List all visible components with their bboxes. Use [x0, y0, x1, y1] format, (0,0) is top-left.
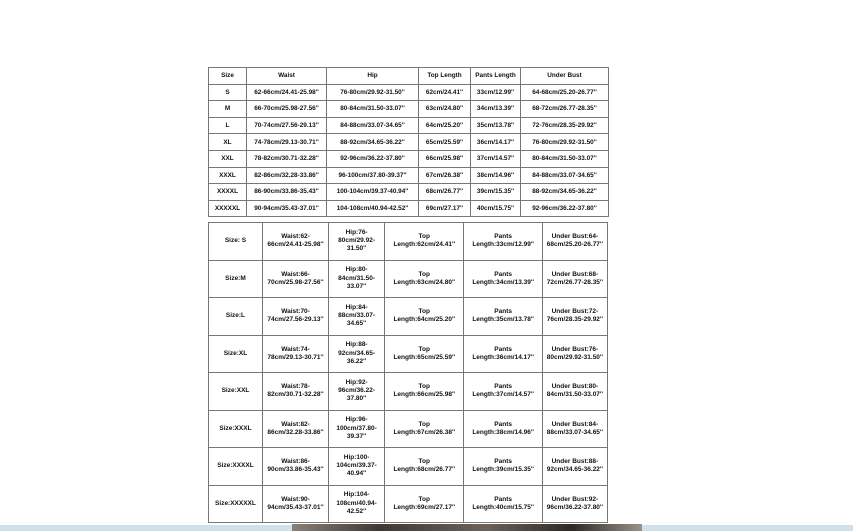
measurement-cell: Top Length:66cm/25.98'' [385, 373, 464, 411]
measurement-cell: 68cm/26.77'' [419, 184, 471, 201]
size-cell: Size:XL [209, 335, 263, 373]
measurement-cell: Pants Length:37cm/14.57'' [464, 373, 542, 411]
table-row [209, 84, 609, 101]
table-row [209, 260, 608, 298]
measurement-cell: Under Bust:84-88cm/33.07-34.65'' [542, 410, 607, 448]
size-cell: Size:XXL [209, 373, 263, 411]
measurement-cell: Top Length:67cm/26.38'' [385, 410, 464, 448]
measurement-cell: 72-76cm/28.35-29.92'' [521, 117, 609, 134]
measurement-cell: 100-104cm/39.37-40.94'' [327, 184, 419, 201]
size-cell: S [209, 84, 247, 101]
table-row [209, 167, 609, 184]
measurement-cell: Waist:70-74cm/27.56-29.13'' [262, 298, 328, 336]
measurement-cell: Top Length:64cm/25.20'' [385, 298, 464, 336]
size-detail-table [208, 222, 608, 523]
measurement-cell: 37cm/14.57'' [471, 150, 521, 167]
table-row [209, 134, 609, 151]
measurement-cell: 38cm/14.96'' [471, 167, 521, 184]
table-row [209, 101, 609, 118]
measurement-cell: 40cm/15.75'' [471, 200, 521, 217]
measurement-cell: 80-84cm/31.50-33.07'' [327, 101, 419, 118]
measurement-cell: Hip:92-96cm/36.22-37.80'' [329, 373, 385, 411]
measurement-cell: 69cm/27.17'' [419, 200, 471, 217]
table-row [209, 410, 608, 448]
measurement-cell: Hip:96-100cm/37.80-39.37'' [329, 410, 385, 448]
measurement-cell: Under Bust:64-68cm/25.20-26.77'' [542, 223, 607, 261]
measurement-cell: Waist:74-78cm/29.13-30.71'' [262, 335, 328, 373]
table-row [209, 335, 608, 373]
table-row [209, 485, 608, 523]
measurement-cell: 66-70cm/25.98-27.56'' [247, 101, 327, 118]
measurement-cell: 70-74cm/27.56-29.13'' [247, 117, 327, 134]
measurement-cell: 74-78cm/29.13-30.71'' [247, 134, 327, 151]
size-cell: M [209, 101, 247, 118]
measurement-cell: Pants Length:38cm/14.96'' [464, 410, 542, 448]
measurement-cell: Pants Length:39cm/15.35'' [464, 448, 542, 486]
measurement-cell: Pants Length:36cm/14.17'' [464, 335, 542, 373]
measurement-cell: Top Length:65cm/25.59'' [385, 335, 464, 373]
size-cell: L [209, 117, 247, 134]
header-waist: Waist [247, 68, 327, 85]
measurement-cell: 84-88cm/33.07-34.65'' [327, 117, 419, 134]
measurement-cell: Hip:100-104cm/39.37-40.94'' [329, 448, 385, 486]
measurement-cell: Pants Length:35cm/13.78'' [464, 298, 542, 336]
measurement-cell: Hip:88-92cm/34.65-36.22'' [329, 335, 385, 373]
measurement-cell: Top Length:68cm/26.77'' [385, 448, 464, 486]
measurement-cell: 68-72cm/26.77-28.35'' [521, 101, 609, 118]
measurement-cell: 104-108cm/40.94-42.52'' [327, 200, 419, 217]
measurement-cell: Under Bust:92-96cm/36.22-37.80'' [542, 485, 607, 523]
measurement-cell: 33cm/12.99'' [471, 84, 521, 101]
table-row [209, 298, 608, 336]
table-row [209, 184, 609, 201]
measurement-cell: 88-92cm/34.65-36.22'' [327, 134, 419, 151]
header-size: Size [209, 68, 247, 85]
measurement-cell: 36cm/14.17'' [471, 134, 521, 151]
size-chart-table [208, 67, 609, 217]
measurement-cell: Waist:78-82cm/30.71-32.28'' [262, 373, 328, 411]
measurement-cell: Waist:86-90cm/33.86-35.43'' [262, 448, 328, 486]
size-cell: Size: S [209, 223, 263, 261]
measurement-cell: Hip:80-84cm/31.50-33.07'' [329, 260, 385, 298]
measurement-cell: Pants Length:40cm/15.75'' [464, 485, 542, 523]
measurement-cell: 76-80cm/29.92-31.50'' [327, 84, 419, 101]
measurement-cell: Top Length:62cm/24.41'' [385, 223, 464, 261]
measurement-cell: Under Bust:76-80cm/29.92-31.50'' [542, 335, 607, 373]
measurement-cell: 82-86cm/32.28-33.86'' [247, 167, 327, 184]
measurement-cell: Waist:90-94cm/35.43-37.01'' [262, 485, 328, 523]
header-top-length: Top Length [419, 68, 471, 85]
measurement-cell: Top Length:63cm/24.80'' [385, 260, 464, 298]
measurement-cell: 65cm/25.59'' [419, 134, 471, 151]
header-under-bust: Under Bust [521, 68, 609, 85]
table-row [209, 117, 609, 134]
measurement-cell: 92-96cm/36.22-37.80'' [521, 200, 609, 217]
header-hip: Hip [327, 68, 419, 85]
measurement-cell: 64-68cm/25.20-26.77'' [521, 84, 609, 101]
size-cell: XXXXXL [209, 200, 247, 217]
measurement-cell: Pants Length:34cm/13.39'' [464, 260, 542, 298]
table-row [209, 223, 608, 261]
measurement-cell: 35cm/13.78'' [471, 117, 521, 134]
measurement-cell: 86-90cm/33.86-35.43'' [247, 184, 327, 201]
measurement-cell: 34cm/13.39'' [471, 101, 521, 118]
size-cell: Size:L [209, 298, 263, 336]
measurement-cell: Under Bust:80-84cm/31.50-33.07'' [542, 373, 607, 411]
table-header-row [209, 68, 609, 85]
measurement-cell: 92-96cm/36.22-37.80'' [327, 150, 419, 167]
measurement-cell: 67cm/26.38'' [419, 167, 471, 184]
measurement-cell: Top Length:69cm/27.17'' [385, 485, 464, 523]
measurement-cell: Waist:66-70cm/25.98-27.56'' [262, 260, 328, 298]
measurement-cell: 66cm/25.98'' [419, 150, 471, 167]
measurement-cell: 63cm/24.80'' [419, 101, 471, 118]
size-cell: XL [209, 134, 247, 151]
measurement-cell: 62-66cm/24.41-25.98'' [247, 84, 327, 101]
size-cell: Size:XXXL [209, 410, 263, 448]
measurement-cell: Pants Length:33cm/12.99'' [464, 223, 542, 261]
measurement-cell: 78-82cm/30.71-32.28'' [247, 150, 327, 167]
size-cell: Size:XXXXL [209, 448, 263, 486]
header-pants-length: Pants Length [471, 68, 521, 85]
table-row [209, 373, 608, 411]
measurement-cell: Waist:82-86cm/32.28-33.86'' [262, 410, 328, 448]
measurement-cell: Hip:84-88cm/33.07-34.65'' [329, 298, 385, 336]
measurement-cell: Under Bust:68-72cm/26.77-28.35'' [542, 260, 607, 298]
measurement-cell: 84-88cm/33.07-34.65'' [521, 167, 609, 184]
measurement-cell: 96-100cm/37.80-39.37'' [327, 167, 419, 184]
measurement-cell: 39cm/15.35'' [471, 184, 521, 201]
measurement-cell: 88-92cm/34.65-36.22'' [521, 184, 609, 201]
measurement-cell: Under Bust:88-92cm/34.65-36.22'' [542, 448, 607, 486]
size-cell: XXL [209, 150, 247, 167]
measurement-cell: Under Bust:72-76cm/28.35-29.92'' [542, 298, 607, 336]
size-cell: Size:XXXXXL [209, 485, 263, 523]
measurement-cell: 90-94cm/35.43-37.01'' [247, 200, 327, 217]
measurement-cell: 64cm/25.20'' [419, 117, 471, 134]
measurement-cell: 80-84cm/31.50-33.07'' [521, 150, 609, 167]
product-photo-top [292, 524, 642, 531]
size-cell: XXXL [209, 167, 247, 184]
size-cell: XXXXL [209, 184, 247, 201]
measurement-cell: Hip:104-108cm/40.94-42.52'' [329, 485, 385, 523]
measurement-cell: 76-80cm/29.92-31.50'' [521, 134, 609, 151]
measurement-cell: 62cm/24.41'' [419, 84, 471, 101]
size-cell: Size:M [209, 260, 263, 298]
table-row [209, 150, 609, 167]
measurement-cell: Hip:76-80cm/29.92-31.50'' [329, 223, 385, 261]
table-row [209, 200, 609, 217]
table-row [209, 448, 608, 486]
measurement-cell: Waist:62-66cm/24.41-25.98'' [262, 223, 328, 261]
